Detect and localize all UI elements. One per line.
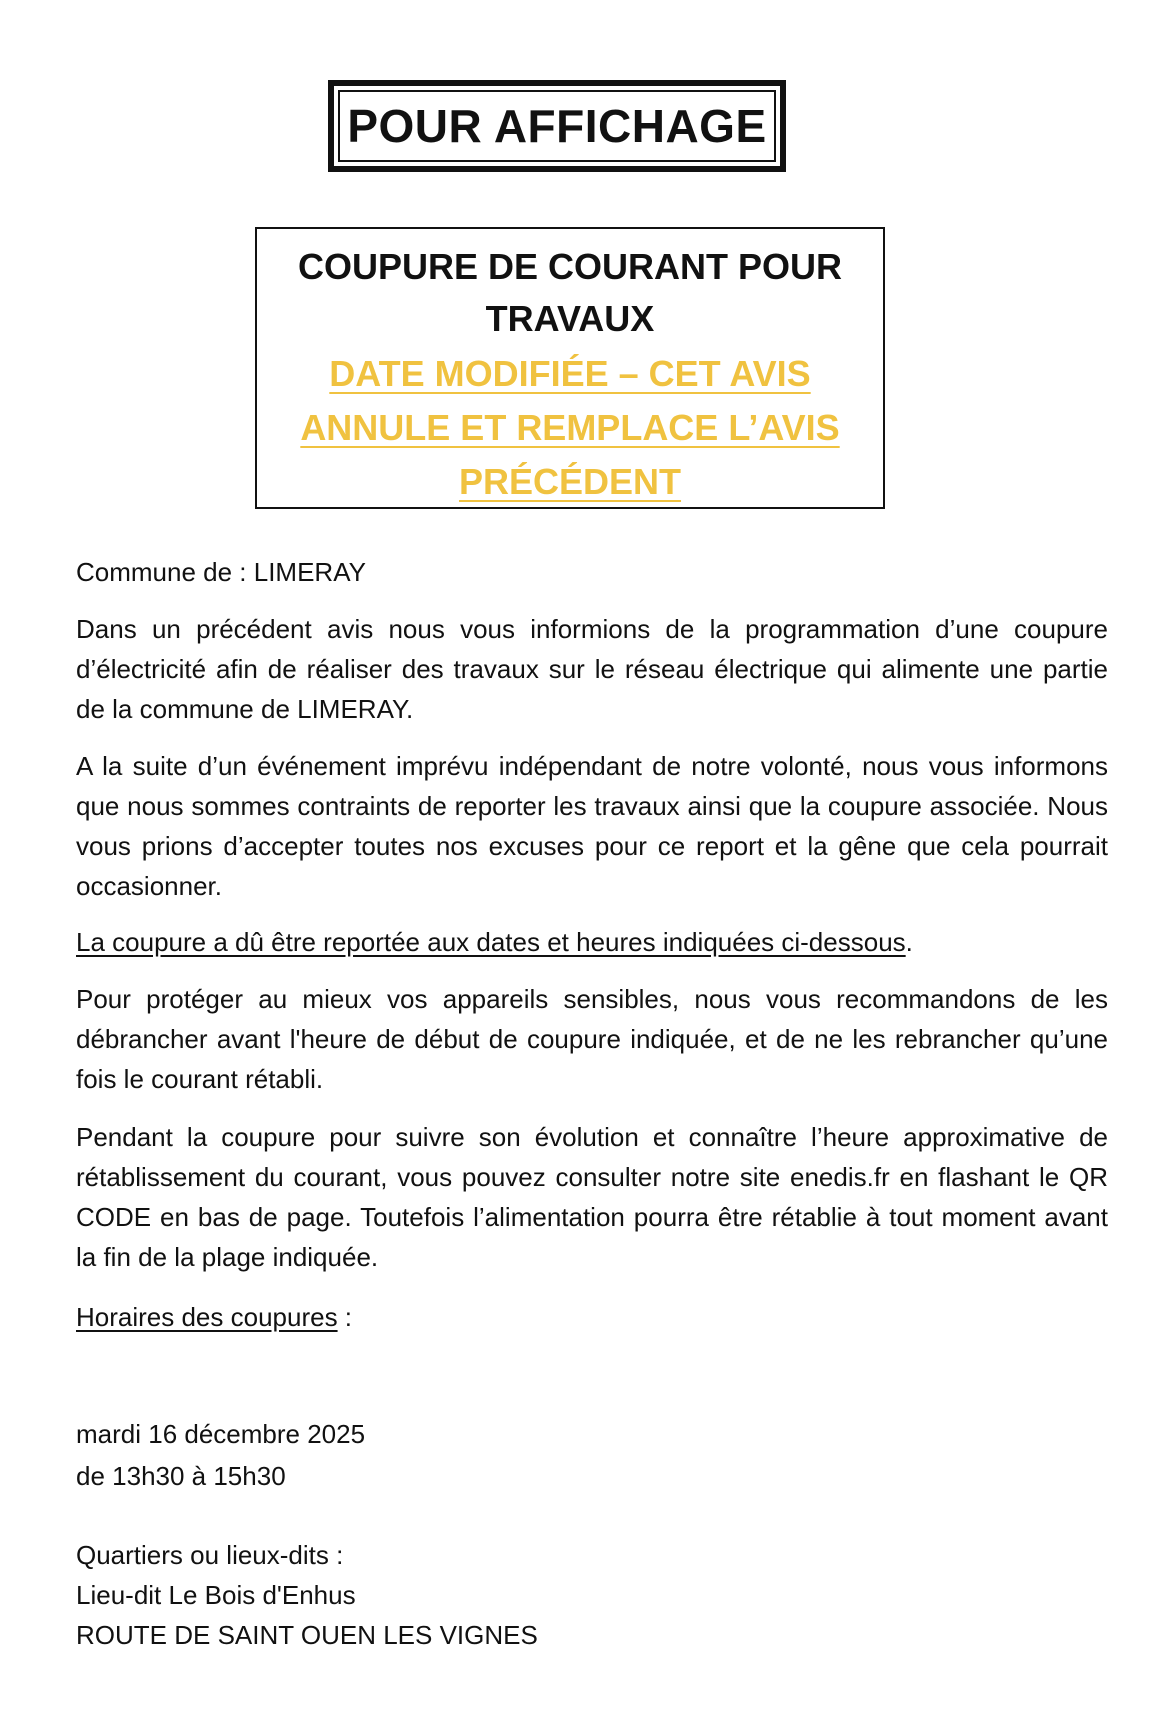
affichage-label: POUR AFFICHAGE bbox=[347, 100, 767, 152]
commune-line: Commune de : LIMERAY bbox=[76, 557, 366, 587]
paragraph-rescheduled bbox=[76, 922, 1108, 962]
horaires-heading bbox=[76, 1297, 352, 1337]
paragraph-previous-notice: Dans un précédent avis nous vous informions de la programmation d’une coupure d’électricité afin de réaliser des travaux sur le réseau électrique qui alimente une partie de la commune de LIMERAY. bbox=[76, 614, 1108, 724]
paragraph-protect-devices: Pour protéger au mieux vos appareils sensibles, nous vous recommandons de les débrancher avant l'heure de début de coupure indiquée, et de ne les rebrancher qu’une fois le courant rétabli. bbox=[76, 984, 1108, 1094]
location-item: Lieu-dit Le Bois d'Enhus bbox=[76, 1580, 356, 1610]
location-item: ROUTE DE SAINT OUEN LES VIGNES bbox=[76, 1620, 538, 1650]
outage-time: de 13h30 à 15h30 bbox=[76, 1461, 286, 1491]
outage-date: mardi 16 décembre 2025 bbox=[76, 1419, 366, 1449]
affichage-banner bbox=[328, 80, 786, 172]
horaires-label: Horaires des coupures bbox=[76, 1302, 338, 1332]
alert-line-2: ANNULE ET REMPLACE L’AVIS bbox=[300, 407, 840, 448]
rescheduled-period: . bbox=[905, 927, 913, 957]
locations-label: Quartiers ou lieux-dits : bbox=[76, 1540, 344, 1570]
title-line-1: COUPURE DE COURANT POUR bbox=[297, 246, 843, 287]
horaires-suffix: : bbox=[337, 1302, 353, 1332]
notice-title-box bbox=[255, 227, 885, 509]
alert-line-3: PRÉCÉDENT bbox=[458, 461, 682, 502]
paragraph-postponement: A la suite d’un événement imprévu indépendant de notre volonté, nous vous informons que nous sommes contraints de reporter les travaux ainsi que la coupure associée. Nous vous prions d’accepter toutes nos excuses pour ce report et la gêne que cela pourrait occasionner. bbox=[76, 751, 1108, 901]
rescheduled-underlined-text: La coupure a dû être reportée aux dates et heures indiquées ci-dessous bbox=[76, 927, 906, 957]
affichage-inner-frame bbox=[338, 90, 776, 162]
alert-line-1: DATE MODIFIÉE – CET AVIS bbox=[329, 353, 811, 394]
title-line-2: TRAVAUX bbox=[485, 298, 655, 339]
paragraph-follow-outage: Pendant la coupure pour suivre son évolution et connaître l’heure approximative de rétablissement du courant, vous pouvez consulter notre site enedis.fr en flashant le QR CODE en bas de page. Toutefois l’alimentation pourra être rétablie à tout moment avant la fin de la plage indiquée. bbox=[76, 1122, 1108, 1272]
